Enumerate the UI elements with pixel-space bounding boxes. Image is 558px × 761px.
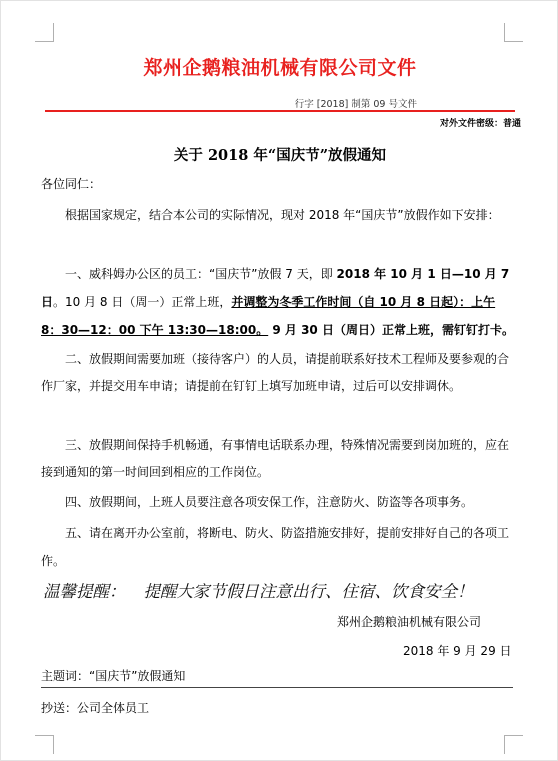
margin-corner-bottom-left <box>35 735 54 754</box>
item-3-paragraph: 三、放假期间保持手机畅通，有事情电话联系办理，特殊情况需要到岗加班的，应在接到通知的第一时间回到相应的工作岗位。 <box>41 438 510 479</box>
item-1-paragraph <box>41 260 519 344</box>
reminder-label: 温馨提醒： <box>43 582 126 601</box>
signature-date: 2018 年 9 月 29 日 <box>403 644 512 658</box>
header-red-rule <box>45 110 515 112</box>
item-1-sunday-work: 9 月 30 日（周日）正常上班，需钉钉打卡。 <box>268 323 514 337</box>
item-5-paragraph: 五、请在离开办公室前，将断电、防火、防盗措施安排好，提前安排好自己的各项工作。 <box>41 526 510 568</box>
item-4-paragraph: 四、放假期间，上班人员要注意各项安保工作，注意防火、防盗等各项事务。 <box>65 495 474 509</box>
warm-reminder <box>43 578 474 602</box>
item-1-text-a: 一、威科姆办公区的员工：“国庆节”放假 7 天，即 <box>65 267 337 281</box>
margin-corner-bottom-right <box>504 735 523 754</box>
reminder-text: 提醒大家节假日注意出行、住宿、饮食安全！ <box>143 582 474 601</box>
notice-heading: 关于 2018 年“国庆节”放假通知 <box>173 147 387 164</box>
document-number: 行字 [2018] 制第 09 号文件 <box>294 99 417 110</box>
item-1-winter-hours: 并调整为冬季工作时间（自 10 月 8 日起）：上午 8：30—12：00 下午 13:30—18:00。 <box>41 295 496 337</box>
document-title: 郑州企鹅粮油机械有限公司文件 <box>143 57 417 79</box>
intro-paragraph: 根据国家规定，结合本公司的实际情况，现对 2018 年“国庆节”放假作如下安排： <box>65 208 500 222</box>
cc-line: 抄送：公司全体员工 <box>41 701 150 715</box>
item-1-text-b: 。10 月 8 日（周一）正常上班， <box>53 295 232 309</box>
secrecy-level: 对外文件密级：普通 <box>439 119 521 129</box>
signature-company: 郑州企鹅粮油机械有限公司 <box>337 615 482 629</box>
subject-rule <box>41 687 513 688</box>
item-2-paragraph: 二、放假期间需要加班（接待客户）的人员，请提前联系好技术工程师及要参观的合作厂家，并提交用车申请；请提前在钉钉上填写加班申请，过后可以安排调休。 <box>41 352 510 393</box>
item-1-dates: 2018 年 10 月 1 日—10 月 7 日 <box>41 267 510 309</box>
salutation: 各位同仁： <box>41 177 102 191</box>
margin-corner-top-left <box>35 23 54 42</box>
margin-corner-top-right <box>504 23 523 42</box>
subject-keywords: 主题词：“国庆节”放假通知 <box>41 669 186 683</box>
